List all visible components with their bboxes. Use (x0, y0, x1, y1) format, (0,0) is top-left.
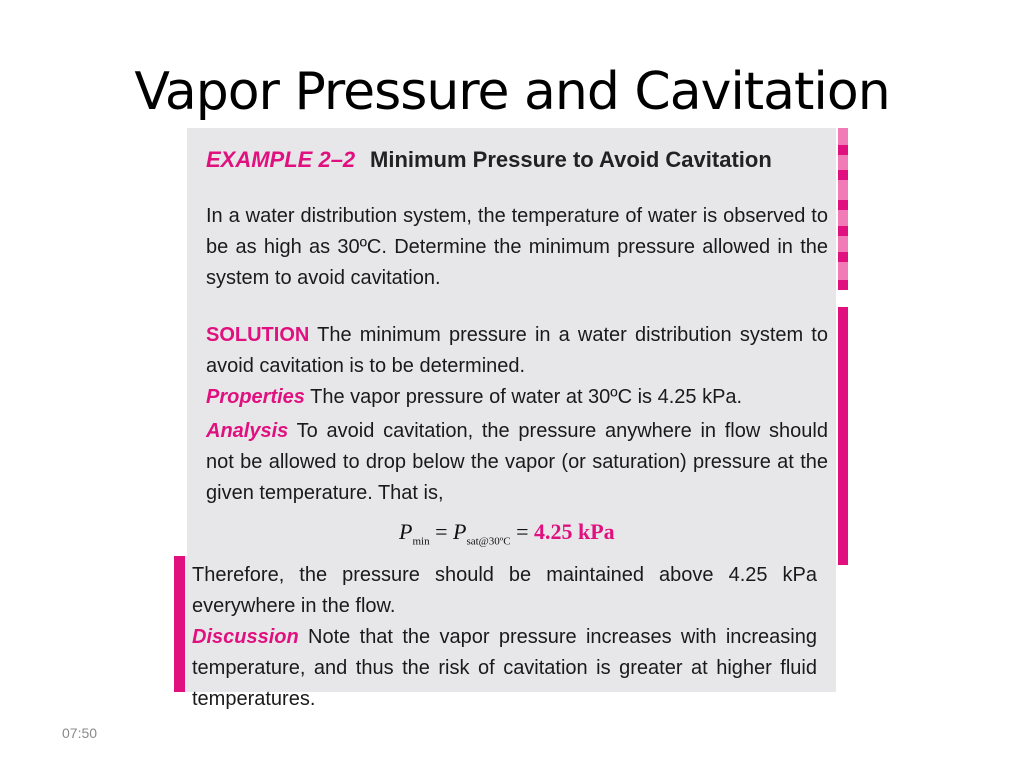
accent-stripe (838, 200, 848, 210)
solution-label: SOLUTION (206, 324, 310, 346)
accent-stripe (838, 252, 848, 262)
slide-time: 07:50 (62, 725, 98, 741)
discussion-paragraph (192, 622, 817, 715)
formula-equals-2: = (516, 519, 529, 544)
formula-value: 4.25 kPa (533, 519, 615, 544)
example-title: Minimum Pressure to Avoid Cavitation (370, 147, 772, 172)
accent-bar-right (838, 307, 848, 565)
properties-text: The vapor pressure of water at 30ºC is 4.25 kPa. (310, 386, 743, 408)
analysis-paragraph (206, 416, 828, 509)
formula-lhs: P (399, 519, 413, 544)
problem-text: In a water distribution system, the temperature of water is observed to be as high as 30ºC. Determine the minimum pressure allowed in the system to avoid cavitation. (206, 205, 828, 289)
example-panel (187, 128, 836, 556)
conclusion-panel (185, 556, 836, 710)
formula-rhs: P (453, 519, 467, 544)
solution-paragraph (206, 320, 828, 382)
accent-stripe (838, 170, 848, 180)
formula-lhs-sub: min (412, 535, 430, 548)
accent-stripe (838, 280, 848, 290)
example-label: EXAMPLE 2–2 (206, 147, 356, 172)
discussion-label: Discussion (192, 626, 299, 648)
accent-stripe (838, 145, 848, 155)
therefore-text: Therefore, the pressure should be maintained above 4.25 kPa everywhere in the flow. (192, 564, 817, 617)
accent-bar-left (174, 556, 185, 692)
discussion-text: Note that the vapor pressure increases with increasing temperature, and thus the risk of cavitation is greater at higher fluid temperatures. (192, 626, 817, 710)
formula-rhs-sub: sat@30ºC (466, 535, 511, 548)
properties-paragraph (206, 382, 828, 413)
formula-equals: = (435, 519, 448, 544)
analysis-text: To avoid cavitation, the pressure anywhere in flow should not be allowed to drop below the vapor (or saturation) pressure at the given temperature. That is, (206, 420, 828, 504)
formula (399, 516, 615, 557)
accent-stripe (838, 226, 848, 236)
solution-text: The minimum pressure in a water distribution system to avoid cavitation is to be determined. (206, 324, 828, 377)
analysis-label: Analysis (206, 420, 289, 442)
slide-title: Vapor Pressure and Cavitation (134, 62, 890, 122)
properties-label: Properties (206, 386, 305, 408)
